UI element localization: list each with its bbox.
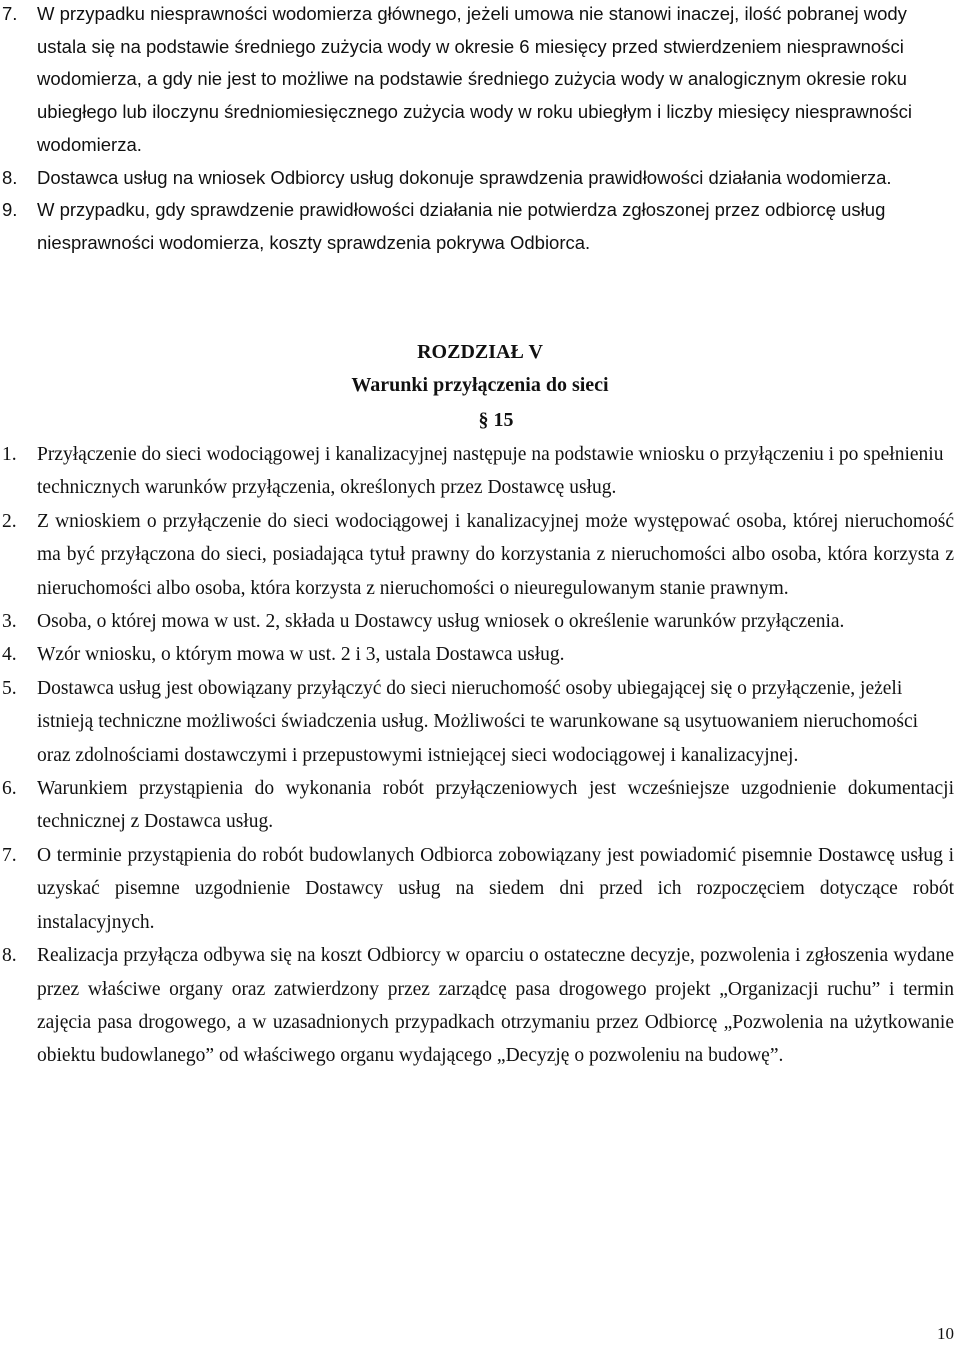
item-text: O terminie przystąpienia do robót budowlanych Odbiorca zobowiązany jest powiadomić pisemnie Dostawcę usług i uzyskać pisemne uzgodnienie Dostawcy usług na siedem dni przed ich rozpoczęciem dotyczące robót instalacyjnych. — [37, 844, 954, 933]
list-item — [0, 839, 958, 939]
item-text: W przypadku niesprawności wodomierza głównego, jeżeli umowa nie stanowi inaczej, ilość pobranej wody ustala się na podstawie średniego zużycia wody w okresie 6 miesięcy przed stwierdzeniem niesprawności wodomierza, a gdy nie jest to możliwe na podstawie średniego zużycia wody w analogicznym okresie roku ubiegłego lub iloczynu średniomiesięcznego zużycia wody w roku ubiegłym i liczby miesięcy niesprawności wodomierza. — [37, 3, 913, 155]
item-text: Realizacja przyłącza odbywa się na koszt Odbiorcy w oparciu o ostateczne decyzje, pozwolenia i zgłoszenia wydane przez właściwe organy oraz zatwierdzony przez zarządcę pasa drogowego projekt „Organizacji ruchu” i termin zajęcia pasa drogowego, a w uzasadnionych przypadkach otrzymaniu przez Odbiorcę „Pozwolenia na użytkowanie obiektu budowlanego” od właściwego organu wydającego „Decyzję o pozwoleniu na budowę”. — [37, 945, 954, 1067]
paragraph-heading — [16, 404, 960, 436]
item-number: 8. — [2, 945, 17, 967]
paragraph-number: 15 — [493, 409, 514, 431]
item-text: Wzór wniosku, o którym mowa w ust. 2 i 3, ustala Dostawca usług. — [37, 644, 565, 666]
item-number: 2. — [2, 510, 17, 532]
item-text: W przypadku, gdy sprawdzenie prawidłowości działania nie potwierdza zgłoszonej przez odbiorcę usług niesprawności wodomierza, koszty sprawdzenia pokrywa Odbiorca. — [37, 199, 886, 253]
list-item — [0, 162, 958, 195]
list-item — [0, 772, 958, 839]
list-item — [0, 505, 958, 605]
page-number: 10 — [937, 1324, 954, 1343]
item-text: Dostawca usług jest obowiązany przyłączyć do sieci nieruchomość osoby ubiegającej się o przyłączenie, jeżeli istnieją techniczne możliwości świadczenia usług. Możliwości te warunkowane są usytuowaniem nieruchomości oraz zdolnościami dostawczymi i przepustowymi istniejącej sieci wodociągowej i kanalizacyjnej. — [37, 677, 919, 766]
item-number: 1. — [2, 444, 17, 465]
list-item — [0, 194, 958, 259]
item-text: Osoba, o której mowa w ust. 2, składa u Dostawcy usług wniosek o określenie warunków przyłączenia. — [37, 611, 845, 633]
list-item — [0, 939, 958, 1073]
item-number: 4. — [2, 644, 17, 666]
list-item — [0, 0, 958, 162]
item-number: 6. — [2, 778, 17, 800]
item-number: 7. — [2, 844, 17, 866]
item-text: Dostawca usług na wniosek Odbiorcy usług dokonuje sprawdzenia prawidłowości działania wodomierza. — [37, 166, 892, 188]
item-number: 5. — [2, 677, 17, 699]
item-text: Warunkiem przystąpienia do wykonania robót przyłączeniowych jest wcześniejsze uzgodnienie dokumentacji technicznej z Dostawca usług. — [37, 778, 954, 833]
item-number: 8. — [2, 166, 18, 188]
item-number: 9. — [2, 199, 18, 221]
section-a-list — [0, 0, 958, 260]
item-number: 3. — [2, 611, 17, 633]
section-sign-icon: § — [478, 409, 494, 431]
list-item — [0, 438, 958, 505]
section-b-list — [0, 438, 958, 1073]
item-number: 7. — [2, 3, 18, 24]
chapter-subtitle: Warunki przyłączenia do sieci — [351, 374, 609, 396]
item-text: Przyłączenie do sieci wodociągowej i kanalizacyjnej następuje na podstawie wniosku o przyłączeniu i po spełnieniu technicznych warunków przyłączenia, określonych przez Dostawcę usług. — [37, 444, 944, 499]
list-item — [0, 672, 958, 772]
list-item — [0, 605, 958, 638]
list-item — [0, 638, 958, 671]
chapter-title: ROZDZIAŁ V — [417, 341, 543, 363]
item-text: Z wnioskiem o przyłączenie do sieci wodociągowej i kanalizacyjnej może występować osoba, której nieruchomość ma być przyłączona do sieci, posiadająca tytuł prawny do korzystania z nieruchomości albo osoba, która korzysta z nieruchomości albo osoba, która korzysta z nieruchomości o nieuregulowanym stanie prawnym. — [37, 510, 954, 599]
